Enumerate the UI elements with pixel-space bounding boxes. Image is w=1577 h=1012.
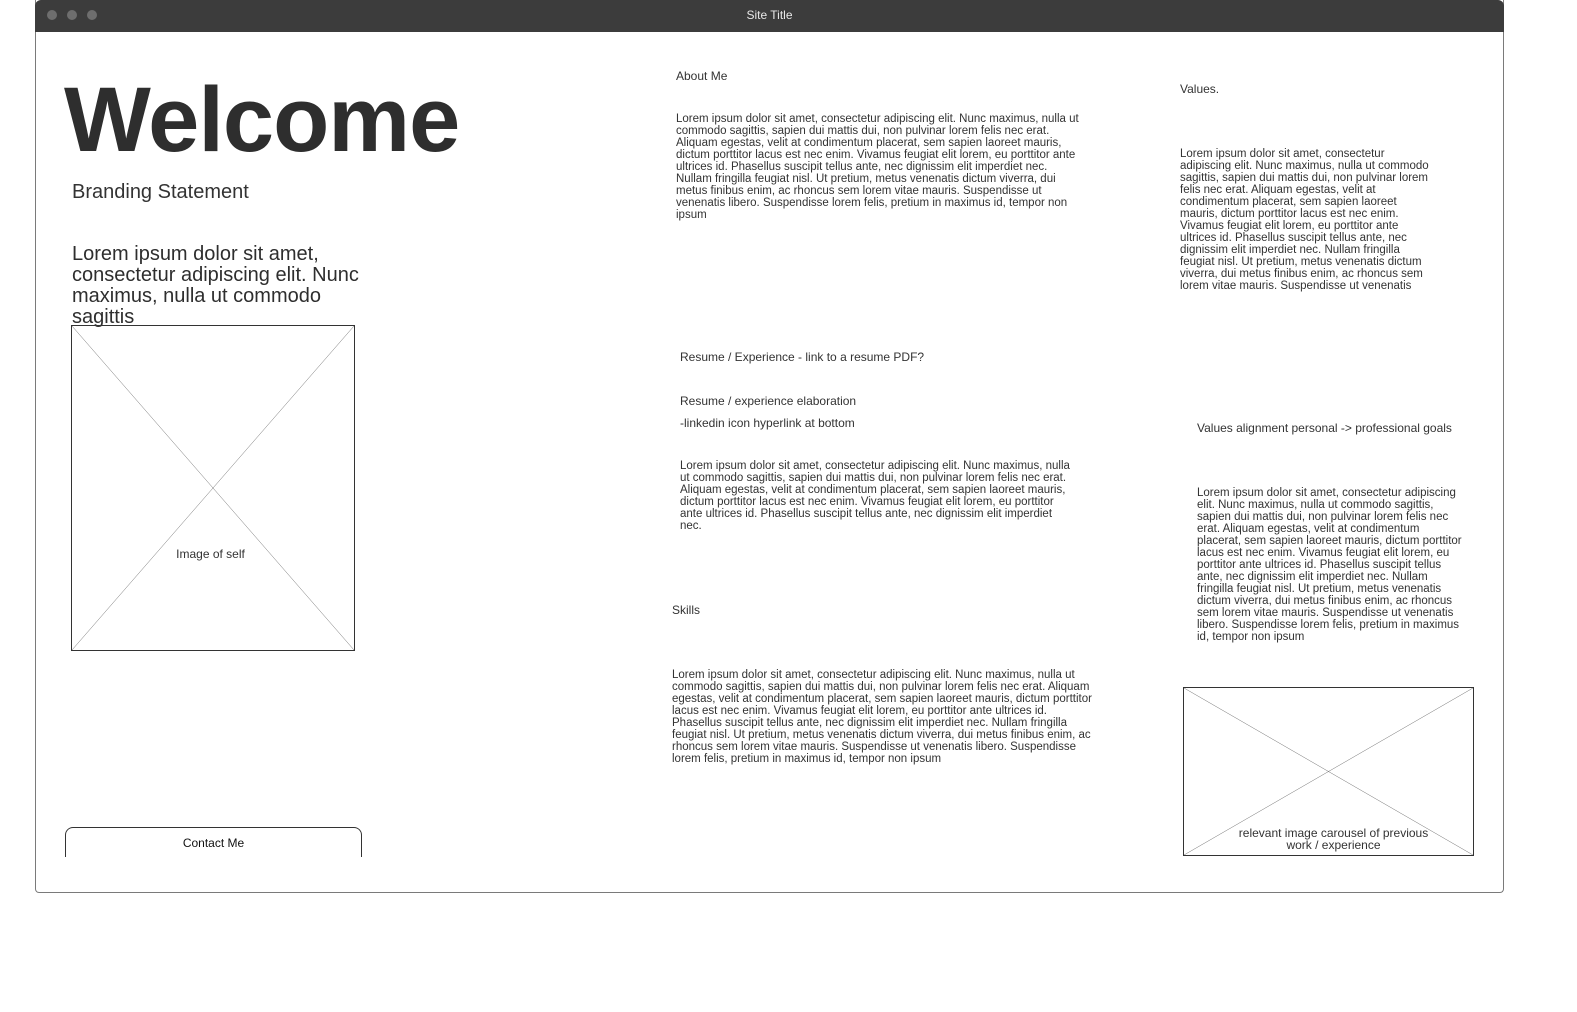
values-heading: Values. — [1180, 82, 1220, 96]
carousel-caption: relevant image carousel of previous work / experience — [1238, 826, 1429, 852]
resume-body: Lorem ipsum dolor sit amet, consectetur adipiscing elit. Nunc maximus, nulla ut commodo sagittis, sapien dui mattis dui, non pulvinar lorem felis nec erat. Aliquam egestas, velit at condimentum placerat, sem sapien laoreet mauris, dictum porttitor lacus est nec enim. Vivamus feugiat elit lorem, eu porttitor ante ultrices id. Phasellus suscipit tellus ante, nec dignissim elit imperdiet nec. — [680, 460, 1070, 532]
image-placeholder-icon — [72, 326, 354, 650]
values-alignment-body: Lorem ipsum dolor sit amet, consectetur adipiscing elit. Nunc maximus, nulla ut commodo sagittis, sapien dui mattis dui, non pulvinar lorem felis nec erat. Aliquam egestas, velit at condimentum placerat, sem sapien laoreet mauris, dictum porttitor lacus est nec enim. Vivamus feugiat elit lorem, eu porttitor ante ultrices id. Phasellus suscipit tellus ante, nec dignissim elit imperdiet nec. Nullam fringilla feugiat nisl. Ut pretium, metus venenatis dictum viverra, dui metus finibus enim, ac rhoncus sem lorem vitae mauris. Suspendisse ut venenatis libero. Suspendisse lorem felis, pretium in maximus id, tempor non ipsum — [1197, 487, 1462, 643]
window-title: Site Title — [746, 8, 793, 22]
profile-image-caption: Image of self — [172, 547, 249, 561]
profile-image-placeholder — [71, 325, 355, 651]
skills-heading: Skills — [672, 603, 701, 617]
resume-heading[interactable]: Resume / Experience - link to a resume PDF? — [680, 350, 925, 364]
linkedin-note: -linkedin icon hyperlink at bottom — [680, 416, 855, 430]
branding-statement: Branding Statement — [72, 181, 249, 203]
values-body: Lorem ipsum dolor sit amet, consectetur adipiscing elit. Nunc maximus, nulla ut commodo sagittis, sapien dui mattis dui, non pulvinar lorem felis nec erat. Aliquam egestas, velit at condimentum placerat, sem sapien laoreet mauris, dictum porttitor lacus est nec enim. Vivamus feugiat elit lorem, eu porttitor ante ultrices id. Phasellus suscipit tellus ante, nec dignissim elit imperdiet nec. Nullam fringilla feugiat nisl. Ut pretium, metus venenatis dictum viverra, dui metus finibus enim, ac rhoncus sem lorem vitae mauris. Suspendisse ut venenatis — [1180, 148, 1429, 292]
skills-body: Lorem ipsum dolor sit amet, consectetur adipiscing elit. Nunc maximus, nulla ut commodo sagittis, sapien dui mattis dui, non pulvinar lorem felis nec erat. Aliquam egestas, velit at condimentum placerat, sem sapien laoreet mauris, dictum porttitor lacus est nec enim. Vivamus feugiat elit lorem, eu porttitor ante ultrices id. Phasellus suscipit tellus ante, nec dignissim elit imperdiet nec. Nullam fringilla feugiat nisl. Ut pretium, metus venenatis dictum viverra, dui metus finibus enim, ac rhoncus sem lorem vitae mauris. Suspendisse ut venenatis libero. Suspendisse lorem felis, pretium in maximus id, tempor non ipsum — [672, 669, 1092, 765]
intro-text: Lorem ipsum dolor sit amet, consectetur adipiscing elit. Nunc maximus, nulla ut commodo sagittis — [72, 243, 359, 328]
title-bar — [35, 0, 1504, 32]
values-alignment-heading: Values alignment personal -> professional goals — [1197, 421, 1452, 435]
about-heading: About Me — [676, 69, 728, 83]
page-heading: Welcome — [64, 69, 460, 171]
work-carousel-placeholder[interactable] — [1183, 687, 1474, 856]
contact-me-button[interactable]: Contact Me — [65, 827, 362, 857]
about-body: Lorem ipsum dolor sit amet, consectetur adipiscing elit. Nunc maximus, nulla ut commodo sagittis, sapien dui mattis dui, non pulvinar lorem felis nec erat. Aliquam egestas, velit at condimentum placerat, sem sapien laoreet mauris, dictum porttitor lacus est nec enim. Vivamus feugiat elit lorem, eu porttitor ante ultrices id. Phasellus suscipit tellus ante, nec dignissim elit imperdiet nec. Nullam fringilla feugiat nisl. Ut pretium, metus venenatis dictum viverra, dui metus finibus enim, ac rhoncus sem lorem vitae mauris. Suspendisse ut venenatis libero. Suspendisse lorem felis, pretium in maximus id, tempor non ipsum — [676, 113, 1079, 221]
resume-elaboration: Resume / experience elaboration — [680, 394, 857, 408]
